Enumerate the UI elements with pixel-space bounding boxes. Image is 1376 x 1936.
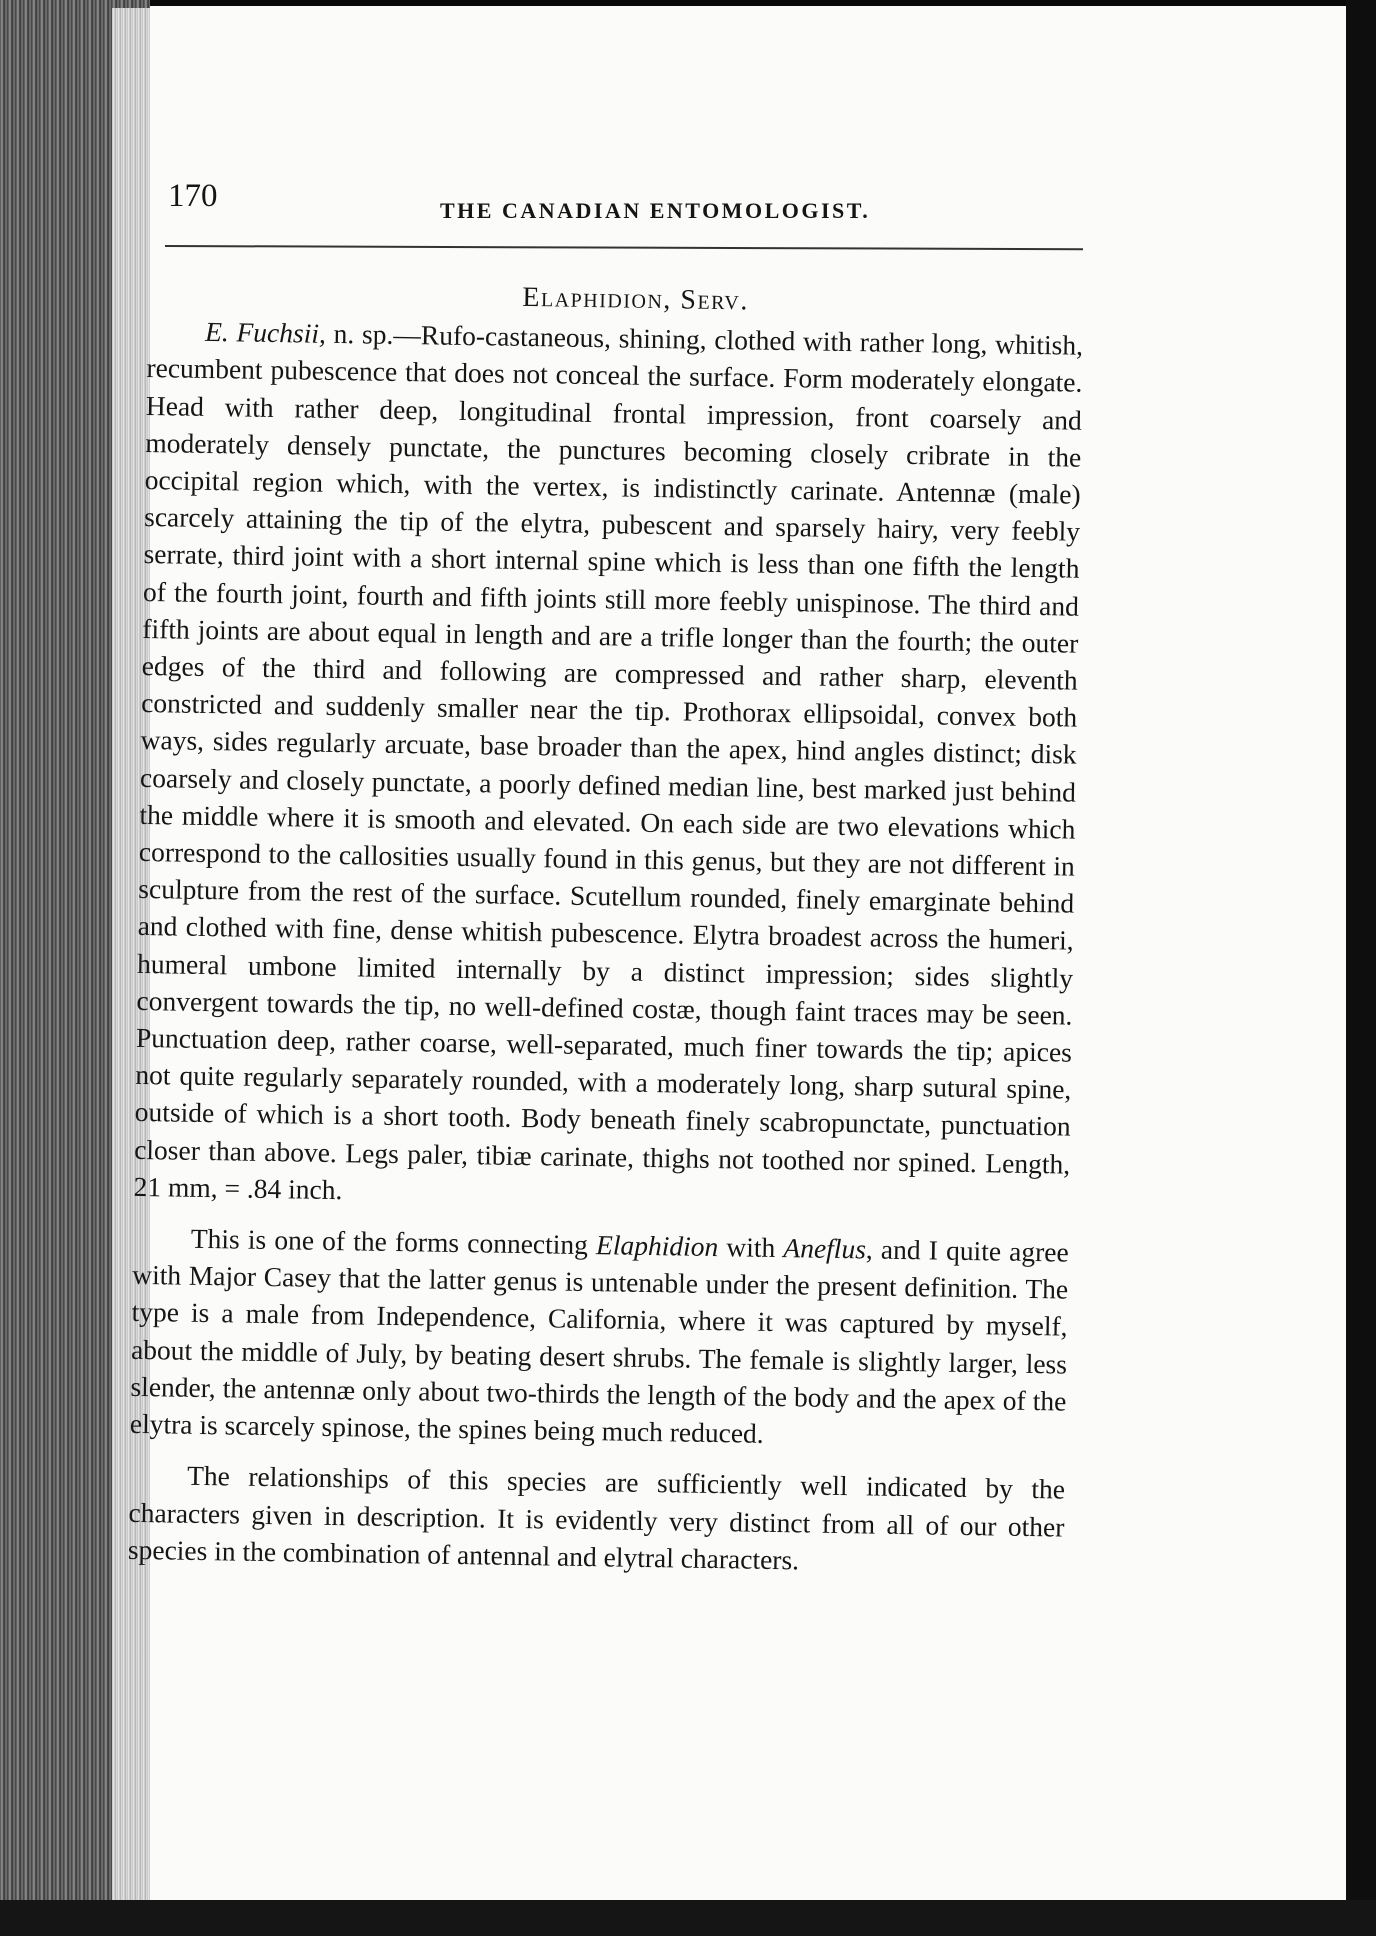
remarks-text-3: , and I quite agree with Major Casey that the latter genus is untenable under the present definition. The type is a male from Independence, California, where it was captured by myself, about the middle of July, by beating desert shrubs. The female is slightly larger, less slender, the antennæ only about two-thirds the length of the body and the apex of the elytra is scarcely spinose, the spines being much reduced.	[129, 1233, 1069, 1449]
genus-name-aneflus: Aneflus	[783, 1232, 867, 1265]
journal-title: THE CANADIAN ENTOMOLOGIST.	[440, 198, 871, 223]
genus-heading: Elaphidion, Serv.	[522, 281, 750, 317]
scan-border-right	[1346, 0, 1376, 1936]
relationships-paragraph: The relationships of this species are sufficiently well indicated by the characters given in description. It is evidently very distinct from all of our other species in the combination of antennal and elytral characters.	[127, 1460, 1066, 1576]
species-description	[133, 312, 1083, 1219]
remarks-paragraph	[130, 1219, 1069, 1457]
genus-name-elaphidion: Elaphidion	[595, 1229, 719, 1263]
page-number: 170	[168, 178, 218, 214]
scan-border-bottom	[0, 1900, 1376, 1936]
species-designation: n. sp.	[325, 318, 394, 351]
article-body	[128, 273, 1084, 1582]
description-text: —Rufo-castaneous, shining, clothed with rather long, whitish, recumbent pubescence that does not conceal the surface. Form moderately elongate. Head with rather deep, longitudinal frontal impression, front coarsely and moderately densely punctate, the punctures becoming closely cribrate in the occipital region which, with the vertex, is indistinctly carinate. Antennæ (male) scarcely attaining the tip of the elytra, pubescent and sparsely hairy, very feebly serrate, third joint with a short internal spine which is less than one fifth the length of the fourth joint, fourth and fifth joints still more feebly unispinose. The third and fifth joints are about equal in length and are a trifle longer than the fourth; the outer edges of the third and following are compressed and rather sharp, eleventh constricted and suddenly smaller near the tip. Prothorax ellipsoidal, convex both ways, sides regularly arcuate, base broader than the apex, hind angles distinct; disk coarsely and closely punctate, a poorly defined median line, best marked just behind the middle where it is smooth and elevated. On each side are two elevations which correspond to the callosities usually found in this genus, but they are not different in sculpture from the rest of the surface. Scutellum rounded, finely emarginate behind and clothed with fine, dense whitish pubescence. Elytra broadest across the humeri, humeral umbone limited internally by a distinct impression; sides slightly convergent towards the tip, no well-defined costæ, though faint traces may be seen. Punctuation deep, rather coarse, well-separated, much finer towards the tip; apices not quite regularly separately rounded, with a moderately long, sharp sutural spine, outside of which is a short tooth. Body beneath finely scabropunctate, punctuation closer than above. Legs paler, tibiæ carinate, thighs not toothed nor spined. Length, 21 mm, = .84 inch.	[133, 319, 1084, 1206]
remarks-text-2: with	[718, 1231, 784, 1264]
species-name: E. Fuchsii,	[204, 316, 327, 350]
remarks-text-1: This is one of the forms connecting	[190, 1222, 597, 1261]
